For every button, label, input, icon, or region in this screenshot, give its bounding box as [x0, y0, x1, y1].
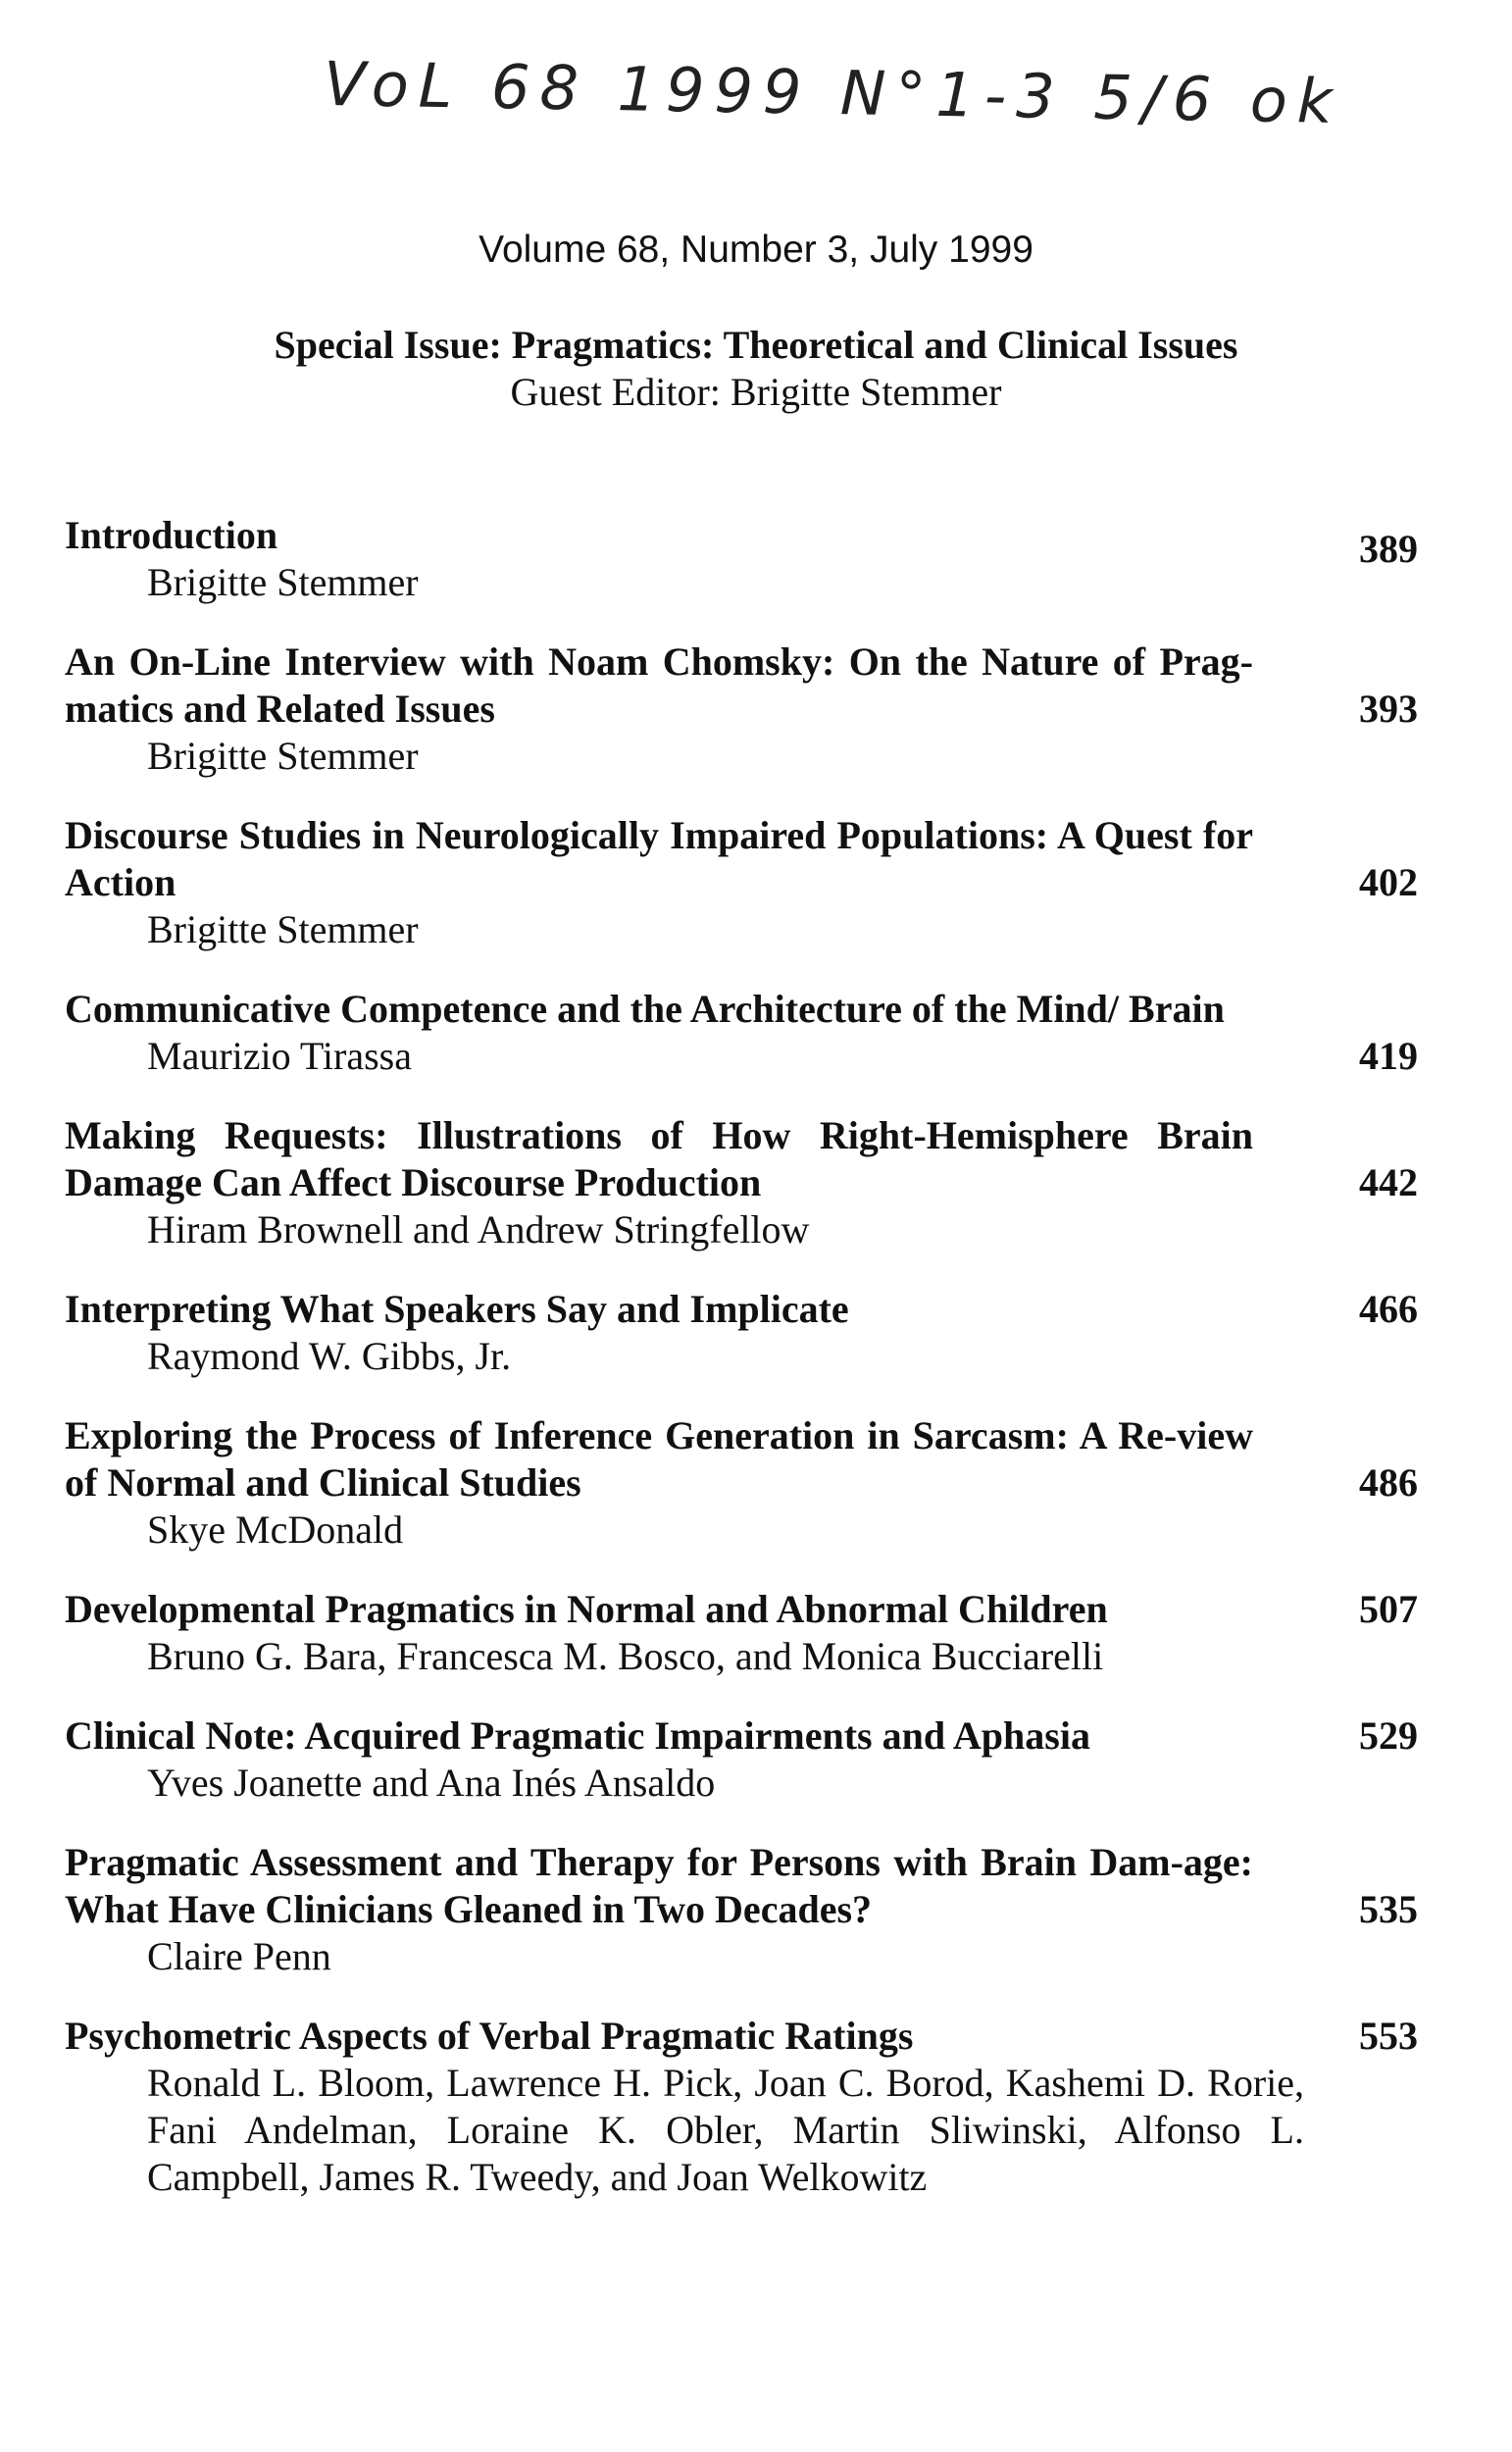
toc-entry [65, 1712, 1418, 1807]
article-authors: Bruno G. Bara, Francesca M. Bosco, and Monica Bucciarelli [147, 1634, 1104, 1678]
article-title: Introduction [65, 513, 278, 557]
article-authors: Hiram Brownell and Andrew Stringfellow [147, 1207, 810, 1252]
article-title: Clinical Note: Acquired Pragmatic Impairments and Aphasia [65, 1713, 1090, 1758]
special-issue-title: Special Issue: Pragmatics: Theoretical and Clinical Issues [274, 323, 1238, 367]
article-authors: Skye McDonald [147, 1507, 404, 1552]
toc-entry [65, 512, 1418, 606]
page-number: 402 [1359, 860, 1418, 904]
article-title: Exploring the Process of Inference Generation in Sarcasm: A Re-view of Normal and Clinical Studies [65, 1413, 1253, 1505]
page-number: 529 [1359, 1713, 1418, 1758]
article-authors: Brigitte Stemmer [147, 560, 419, 604]
article-authors: Claire Penn [147, 1934, 331, 1978]
article-title: Developmental Pragmatics in Normal and Abnormal Children [65, 1587, 1108, 1631]
guest-editor: Guest Editor: Brigitte Stemmer [510, 370, 1002, 414]
article-title: Discourse Studies in Neurologically Impaired Populations: A Quest for Action [65, 813, 1253, 904]
toc-entry [65, 1586, 1418, 1680]
table-of-contents [65, 512, 1418, 2233]
article-authors: Brigitte Stemmer [147, 734, 419, 778]
page-number: 535 [1359, 1887, 1418, 1931]
handwritten-annotation: VoL 68 1999 N°1-3 5/6 ok [323, 47, 1343, 138]
page-number: 486 [1359, 1460, 1418, 1505]
issue-header [0, 226, 1512, 416]
article-authors: Raymond W. Gibbs, Jr. [147, 1334, 512, 1378]
page-number: 393 [1359, 687, 1418, 731]
article-title: Making Requests: Illustrations of How Right-Hemisphere Brain Damage Can Affect Discourse Production [65, 1113, 1253, 1204]
article-title: An On-Line Interview with Noam Chomsky: On the Nature of Prag-matics and Related Issues [65, 639, 1253, 731]
article-title: Pragmatic Assessment and Therapy for Persons with Brain Dam-age: What Have Clinicians Gleaned in Two Decades? [65, 1840, 1253, 1931]
toc-entry [65, 1412, 1418, 1554]
article-title: Communicative Competence and the Architecture of the Mind/ Brain [65, 987, 1225, 1031]
article-authors: Maurizio Tirassa [147, 1034, 412, 1078]
page-number: 466 [1359, 1287, 1418, 1331]
toc-entry [65, 986, 1418, 1080]
page-number: 507 [1359, 1587, 1418, 1631]
page-number: 553 [1359, 2014, 1418, 2058]
toc-entry [65, 1839, 1418, 1980]
toc-entry [65, 639, 1418, 780]
toc-entry [65, 812, 1418, 953]
article-authors: Ronald L. Bloom, Lawrence H. Pick, Joan C. Borod, Kashemi D. Rorie, Fani Andelman, Loraine K. Obler, Martin Sliwinski, Alfonso L. Campbell, James R. Tweedy, and Joan Welkowitz [147, 2061, 1304, 2199]
article-authors: Brigitte Stemmer [147, 907, 419, 951]
page-number: 389 [1359, 527, 1418, 571]
volume-line: Volume 68, Number 3, July 1999 [479, 229, 1033, 271]
page-number: 419 [1359, 1034, 1418, 1078]
article-authors: Yves Joanette and Ana Inés Ansaldo [147, 1761, 716, 1805]
article-title: Interpreting What Speakers Say and Implicate [65, 1287, 849, 1331]
page-number: 442 [1359, 1160, 1418, 1204]
toc-entry [65, 1112, 1418, 1253]
toc-entry [65, 1286, 1418, 1380]
toc-entry [65, 2013, 1418, 2201]
article-title: Psychometric Aspects of Verbal Pragmatic Ratings [65, 2014, 914, 2058]
